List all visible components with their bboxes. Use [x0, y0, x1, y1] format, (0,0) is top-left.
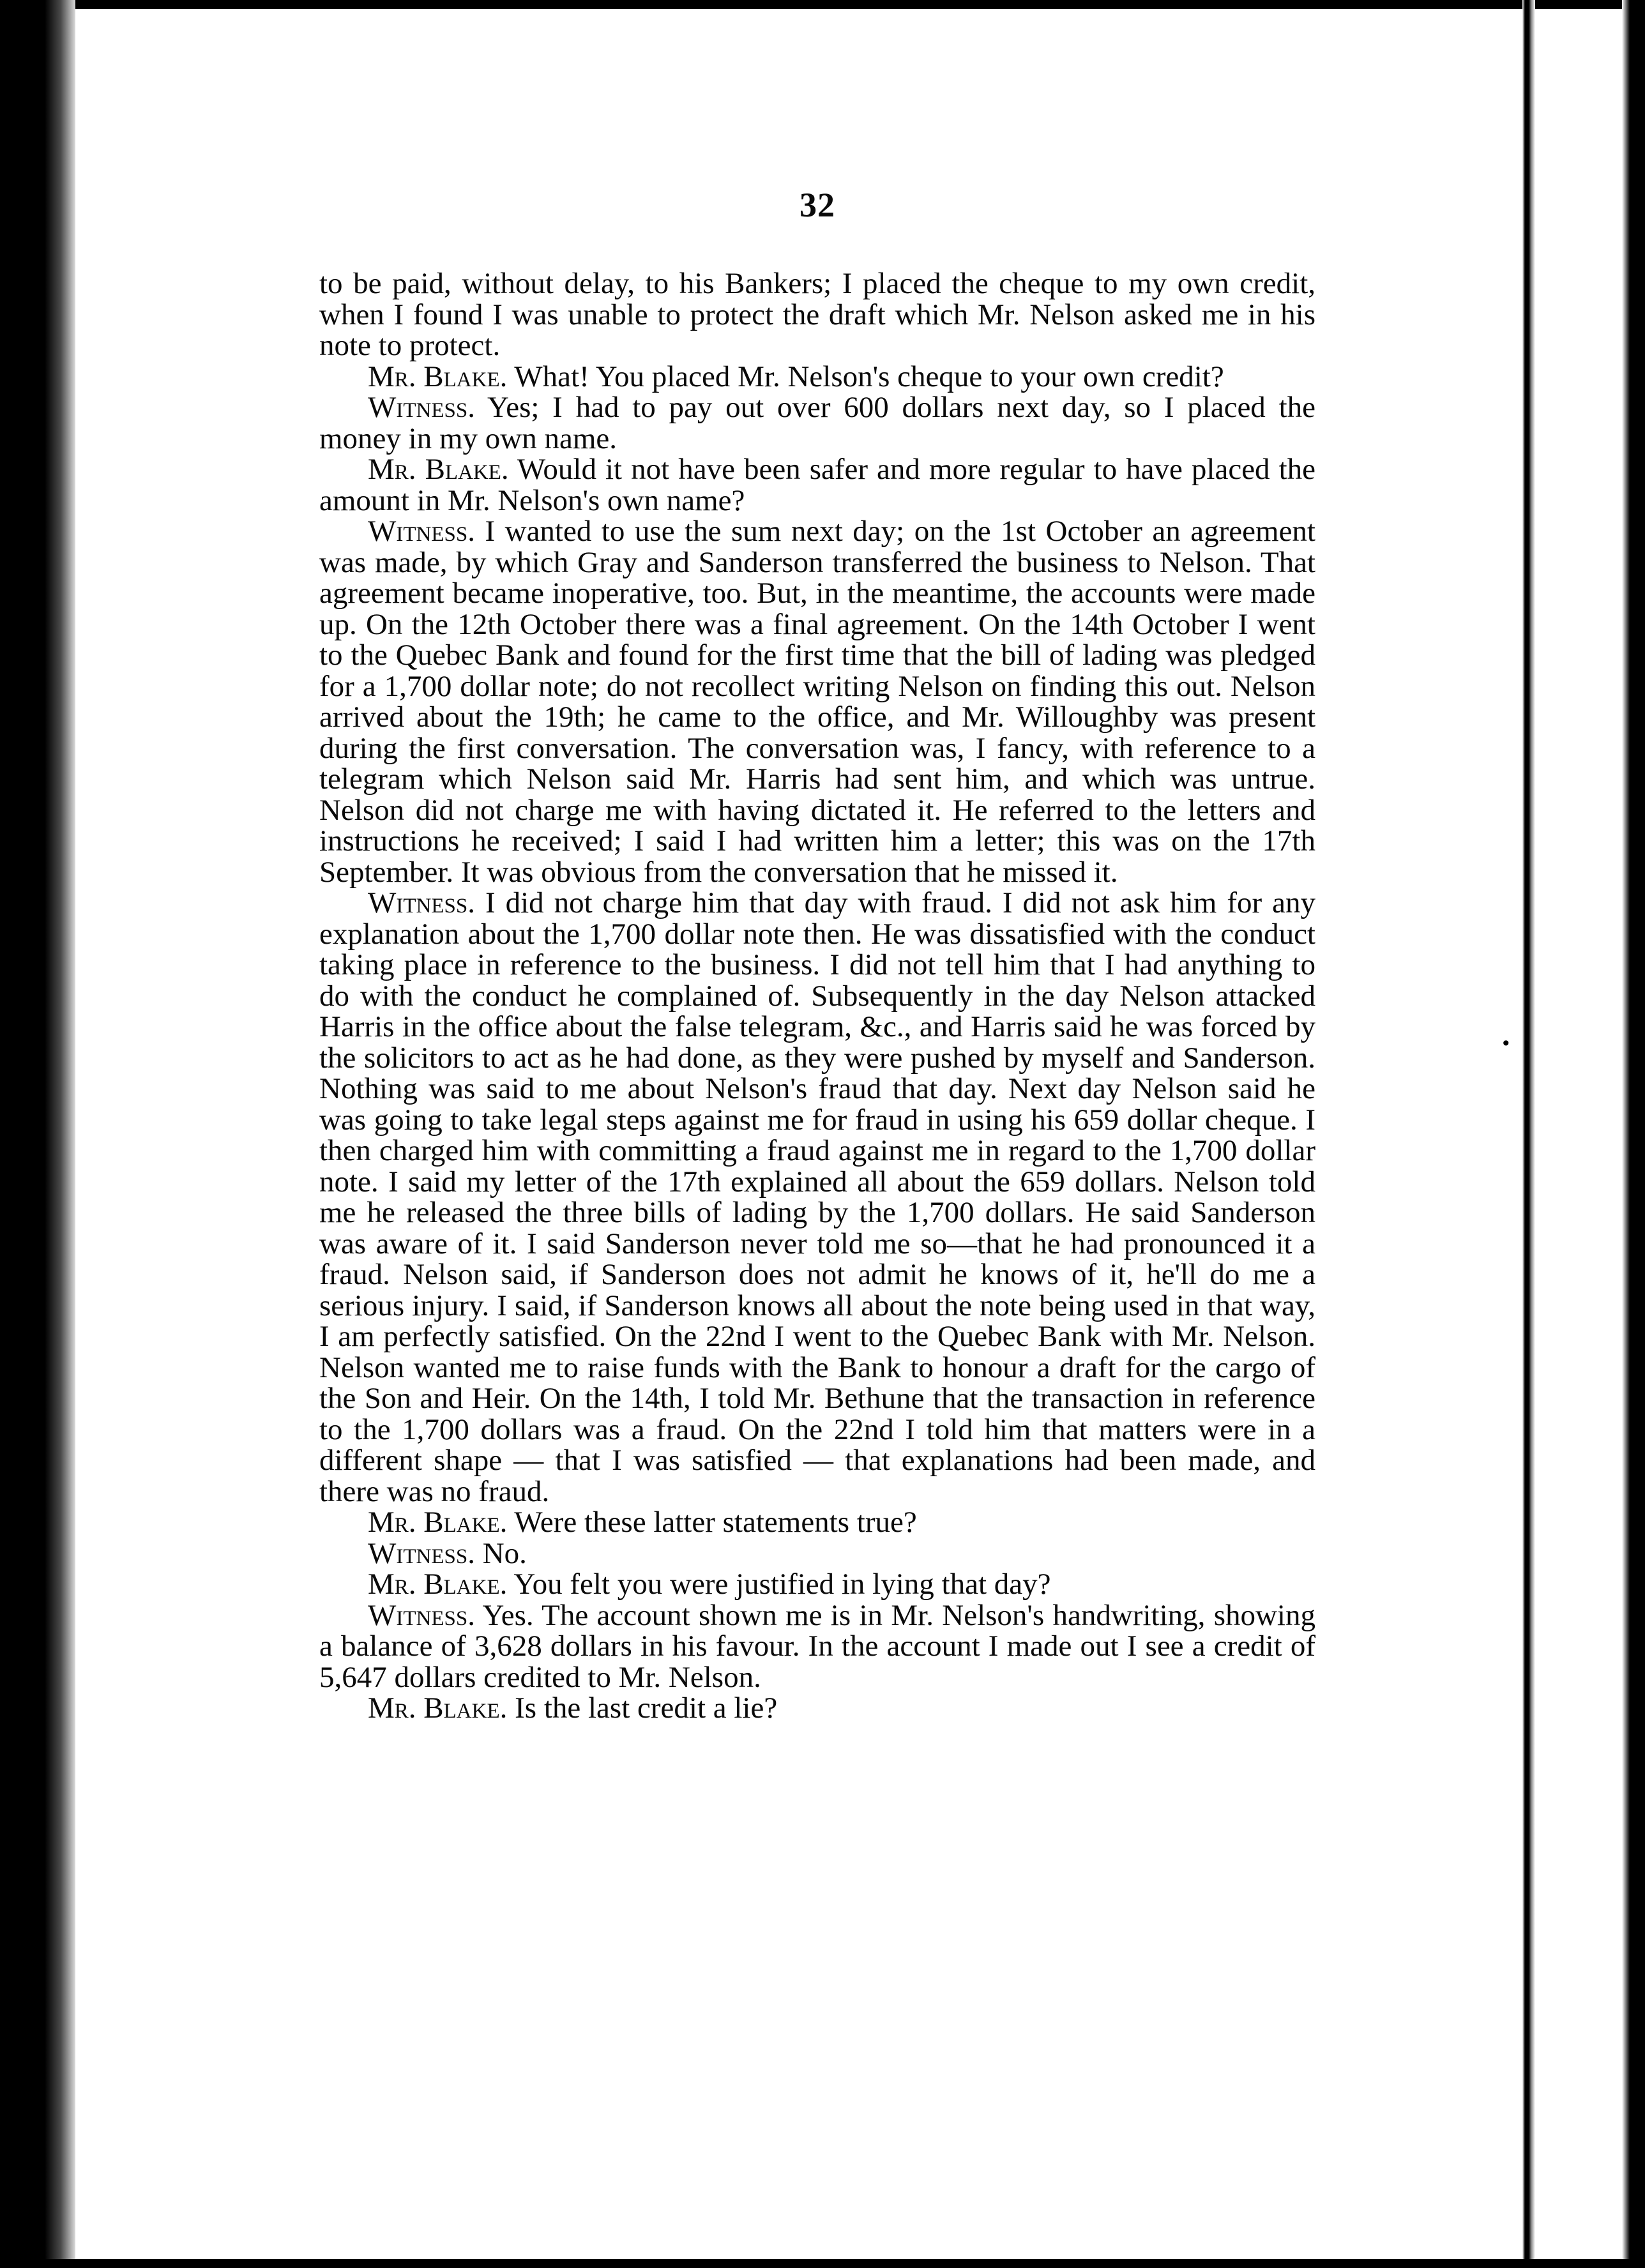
page-gutter: [1522, 0, 1535, 2268]
page-number: 32: [800, 186, 835, 224]
binding-shadow: [0, 0, 75, 2268]
paragraph-text: Yes. The account shown me is in Mr. Nelson's handwriting, showing a balance of 3,628 dollars in his favour. In the account I made out I see a credit of 5,647 dollars credited to Mr. Nelson.: [319, 1598, 1315, 1694]
paragraph-text: Would it not have been safer and more regular to have placed the amount in Mr. Nelson's own name?: [319, 453, 1315, 517]
paragraph-text: Yes; I had to pay out over 600 dollars next day, so I placed the money in my own name.: [319, 391, 1315, 455]
speaker-label: Witness.: [368, 1536, 475, 1570]
speaker-label: Witness.: [368, 515, 475, 548]
paragraph: [319, 1600, 1315, 1693]
speaker-label: Mr. Blake.: [368, 359, 508, 393]
speaker-label: Mr. Blake.: [368, 1691, 508, 1725]
paragraph: [319, 1507, 1315, 1538]
speaker-label: Witness.: [368, 886, 475, 919]
page-body: [319, 185, 1315, 1724]
paragraph-text: Is the last credit a lie?: [507, 1691, 778, 1725]
speaker-label: Witness.: [368, 1598, 475, 1632]
speaker-label: Witness.: [368, 391, 475, 424]
paragraph-text: You felt you were justified in lying that day?: [507, 1568, 1051, 1601]
paragraph-text: to be paid, without delay, to his Bankers; I placed the cheque to my own credit, when I found I was unable to protect the draft which Mr. Nelson asked me in his note to protect.: [319, 267, 1315, 362]
paragraph-text: What! You placed Mr. Nelson's cheque to your own credit?: [507, 359, 1224, 393]
speaker-label: Mr. Blake.: [368, 1568, 508, 1601]
paragraph: [319, 392, 1315, 454]
paragraph: [319, 454, 1315, 516]
scan-border-right: [1622, 0, 1645, 2268]
speaker-label: Mr. Blake.: [368, 453, 509, 486]
paragraph: [319, 1569, 1315, 1600]
scan-border-top: [0, 0, 1645, 9]
paragraph-text: No.: [474, 1536, 527, 1570]
paragraph: [319, 268, 1315, 361]
paragraph-text: Were these latter statements true?: [507, 1506, 917, 1539]
paragraph-text: I wanted to use the sum next day; on the 1st October an agreement was made, by which Gray and Sanderson transferred the business to Nelson. That agreement became inoperative, too. But, in the meantime, the accounts were made up. On the 12th October there was a final agreement. On the 14th October I went to the Quebec Bank and found for the first time that the bill of lading was pledged for a 1,700 dollar note; do not recollect writing Nelson on finding this out. Nelson arrived about the 19th; he came to the office, and Mr. Willoughby was present during the first conversation. The conversation was, I fancy, with reference to a telegram which Nelson said Mr. Harris had sent him, and which was untrue. Nelson did not charge me with having dictated it. He referred to the letters and instructions he received; I said I had written him a letter; this was on the 17th September. It was obvious from the conversation that he missed it.: [319, 515, 1315, 889]
speaker-label: Mr. Blake.: [368, 1506, 508, 1539]
paragraph: [319, 361, 1315, 393]
paragraph-text: I did not charge him that day with fraud. I did not ask him for any explanation about the 1,700 dollar note then. He was dissatisfied with the conduct taking place in reference to the business. I did not tell him that I had anything to do with the conduct he complained of. Subsequently in the day Nelson attacked Harris in the office about the false telegram, &c., and Harris said he was forced by the solicitors to act as he had done, as they were pushed by myself and Sanderson. Nothing was said to me about Nelson's fraud that day. Next day Nelson said he was going to take legal steps against me for fraud in using his 659 dollar cheque. I then charged him with committing a fraud against me in regard to the 1,700 dollar note. I said my letter of the 17th explained all about the 659 dollars. Nelson told me he released the three bills of lading by the 1,700 dollars. He said Sanderson was aware of it. I said Sanderson never told me so—that he had pronounced it a fraud. Nelson said, if Sanderson does not admit he knows of it, he'll do me a serious injury. I said, if Sanderson knows all about the note being used in that way, I am perfectly satisfied. On the 22nd I went to the Quebec Bank with Mr. Nelson. Nelson wanted me to raise funds with the Bank to honour a draft for the cargo of the Son and Heir. On the 14th, I told Mr. Bethune that the transaction in reference to the 1,700 dollars was a fraud. On the 22nd I told him that matters were in a different shape — that I was satisfied — that explanations had been made, and there was no fraud.: [319, 886, 1315, 1508]
paragraph: [319, 1538, 1315, 1569]
margin-mark: •: [1501, 1033, 1512, 1054]
paragraph: [319, 1693, 1315, 1724]
paragraph: [319, 516, 1315, 888]
scan-border-bottom: [0, 2259, 1645, 2268]
paragraph: [319, 888, 1315, 1507]
